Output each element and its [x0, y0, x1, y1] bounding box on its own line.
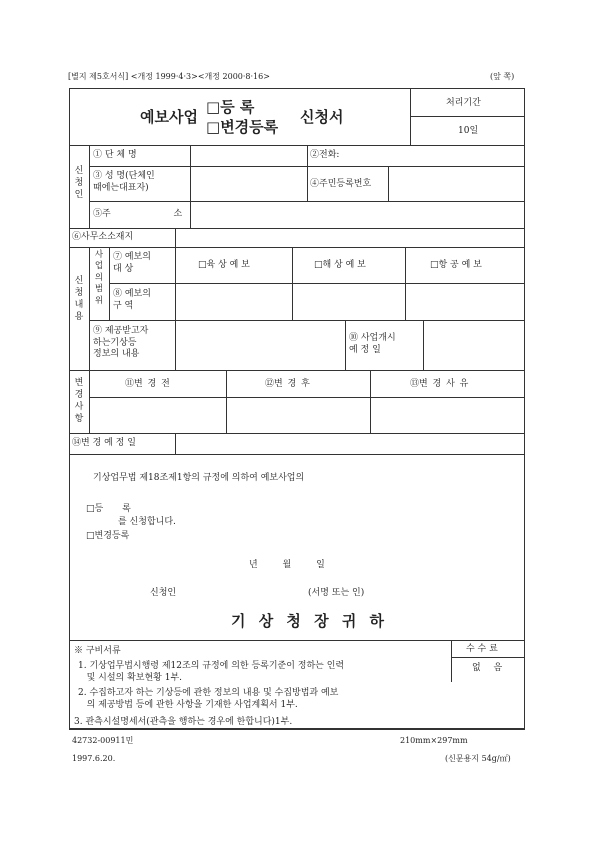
title-suffix: 신청서 [300, 108, 344, 126]
docs-item-3: 3. 관측시설명세서(관측을 행하는 경우에 한합니다)1부. [74, 717, 293, 727]
page-side: (앞 쪽) [490, 72, 515, 81]
info-field[interactable] [176, 321, 344, 369]
target-label: ⑦ 예보의 대 상 [113, 252, 151, 274]
title-option-change: □ 변경등록 [206, 120, 278, 135]
area-field-3[interactable] [406, 284, 524, 319]
docs-item-2: 2. 수집하고자 하는 기상등에 관한 정보의 내용 및 수집방법과 예보 의 제공방법 등에 관한 사항을 기재한 사업계획서 1부. [78, 688, 339, 710]
office-location-field[interactable] [176, 229, 524, 246]
option-aviation[interactable]: □항 공 예 보 [430, 260, 482, 270]
org-name-label: ① 단 체 명 [93, 150, 137, 160]
paper-spec: (신문용지 54g/㎡) [445, 754, 511, 763]
info-label: ⑨ 제공받고자 하는기상등 정보의 내용 [93, 326, 149, 360]
name-label: ③ 성 명(단체인 때에는대표자) [93, 171, 155, 193]
start-date-field[interactable] [424, 321, 524, 369]
option-land[interactable]: □육 상 예 보 [198, 260, 250, 270]
before-field[interactable] [90, 398, 225, 432]
statement-line2: 를 신청합니다. [118, 517, 176, 527]
after-field[interactable] [227, 398, 369, 432]
statement-line1: 기상업무법 제18조제1항의 규정에 의하여 예보사업의 [93, 473, 305, 483]
address-label: ⑤주 소 [93, 209, 183, 219]
paper-size: 210mm×297mm [400, 736, 468, 745]
phone-field[interactable] [350, 146, 524, 165]
applicant-section-label: 신청인 [74, 166, 84, 201]
processing-label: 처리기간 [446, 98, 481, 108]
statement-date: 년 월 일 [249, 560, 325, 570]
applicant-sign-label: 신청인 [150, 588, 177, 598]
change-date-label: ⑭변 경 예 정 일 [72, 438, 136, 448]
start-date-label: ⑩ 사업개시 예 정 일 [349, 333, 396, 355]
signature-label: (서명 또는 인) [308, 588, 365, 598]
statement-option-register[interactable]: □ 등 록 [86, 505, 131, 514]
processing-value: 10일 [458, 126, 479, 136]
office-location-label: ⑥사무소소재지 [72, 232, 134, 242]
form-code: 42732-00911민 [72, 736, 134, 745]
title-prefix: 예보사업 [140, 108, 198, 126]
address-field[interactable] [191, 202, 524, 227]
org-name-field[interactable] [191, 146, 306, 165]
name-field[interactable] [191, 167, 306, 200]
reg-no-field[interactable] [389, 167, 524, 200]
docs-item-1: 1. 기상업무법시행령 제12조의 규정에 의한 등록기준이 정하는 인력 및 시설의 확보현황 1부. [78, 661, 345, 683]
fee-label: 수 수 료 [466, 644, 498, 654]
phone-label: ②전화: [310, 150, 340, 160]
statement-option-change[interactable]: □ 변경등록 [86, 532, 129, 541]
title-option-register: □ 등 록 [206, 100, 254, 115]
fee-value: 없 음 [472, 663, 503, 673]
before-label: ⑪변 경 전 [125, 379, 170, 389]
scope-label: 사업의범위 [94, 250, 104, 306]
option-marine[interactable]: □해 상 예 보 [314, 260, 366, 270]
form-date: 1997.6.20. [72, 754, 116, 763]
area-field-2[interactable] [293, 284, 404, 319]
reg-no-label: ④주민등록번호 [310, 179, 372, 189]
after-label: ⑫변 경 후 [265, 379, 310, 389]
content-section-label: 신청내용 [74, 276, 84, 323]
reason-field[interactable] [371, 398, 524, 432]
change-date-field[interactable] [176, 434, 524, 453]
area-field-1[interactable] [176, 284, 291, 319]
form-number: [별지 제5호서식] <개정 1999·4·3><개정 2000·8·16> [68, 72, 270, 81]
docs-title: ※ 구비서류 [74, 646, 121, 656]
reason-label: ⑬변 경 사 유 [410, 379, 469, 389]
addressee: 기 상 청 장 귀 하 [231, 612, 385, 630]
area-label: ⑧ 예보의 구 역 [113, 289, 151, 311]
change-section-label: 변경사항 [74, 378, 84, 425]
